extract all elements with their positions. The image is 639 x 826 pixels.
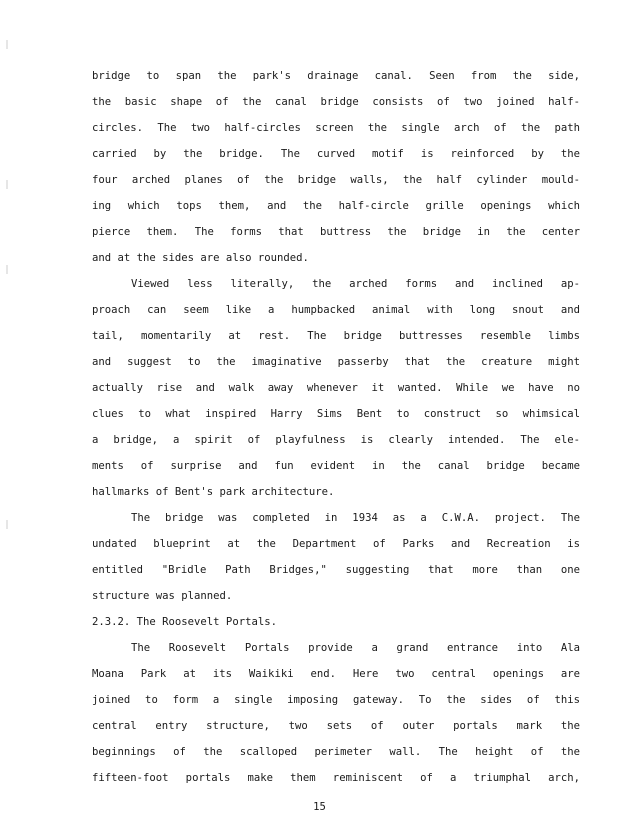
text-line: The bridge was completed in 1934 as a C.W.A. project. The xyxy=(131,512,580,524)
text-line: central entry structure, two sets of outer portals mark the xyxy=(92,720,580,732)
page-number: 15 xyxy=(313,801,326,813)
text-line: structure was planned. xyxy=(92,590,233,602)
text-line: proach can seem like a humpbacked animal with long snout and xyxy=(92,304,580,316)
text-line: and suggest to the imaginative passerby that the creature might xyxy=(92,356,580,368)
text-line: beginnings of the scalloped perimeter wall. The height of the xyxy=(92,746,580,758)
text-line: The Roosevelt Portals provide a grand entrance into Ala xyxy=(131,642,580,654)
text-line: undated blueprint at the Department of Parks and Recreation is xyxy=(92,538,580,550)
text-line: ing which tops them, and the half-circle grille openings which xyxy=(92,200,580,212)
text-line: the basic shape of the canal bridge consists of two joined half- xyxy=(92,96,580,108)
text-line: joined to form a single imposing gateway. To the sides of this xyxy=(92,694,580,706)
text-line: and at the sides are also rounded. xyxy=(92,252,309,264)
scan-edge-mark xyxy=(6,520,8,529)
text-line: tail, momentarily at rest. The bridge buttresses resemble limbs xyxy=(92,330,580,342)
text-line: entitled "Bridle Path Bridges," suggesting that more than one xyxy=(92,564,580,576)
text-line: Viewed less literally, the arched forms and inclined ap- xyxy=(131,278,580,290)
text-line: a bridge, a spirit of playfulness is clearly intended. The ele- xyxy=(92,434,580,446)
scan-edge-mark xyxy=(6,180,8,189)
text-line: four arched planes of the bridge walls, the half cylinder mould- xyxy=(92,174,580,186)
text-line: carried by the bridge. The curved motif is reinforced by the xyxy=(92,148,580,160)
section-heading: 2.3.2. The Roosevelt Portals. xyxy=(92,616,277,628)
text-line: fifteen-foot portals make them reminiscent of a triumphal arch, xyxy=(92,772,580,784)
text-line: bridge to span the park's drainage canal. Seen from the side, xyxy=(92,70,580,82)
text-line: actually rise and walk away whenever it wanted. While we have no xyxy=(92,382,580,394)
text-line: clues to what inspired Harry Sims Bent to construct so whimsical xyxy=(92,408,580,420)
text-line: circles. The two half-circles screen the single arch of the path xyxy=(92,122,580,134)
text-line: pierce them. The forms that buttress the bridge in the center xyxy=(92,226,580,238)
text-line: ments of surprise and fun evident in the canal bridge became xyxy=(92,460,580,472)
scan-edge-mark xyxy=(6,40,8,49)
text-line: Moana Park at its Waikiki end. Here two central openings are xyxy=(92,668,580,680)
scan-edge-mark xyxy=(6,265,8,274)
text-line: hallmarks of Bent's park architecture. xyxy=(92,486,335,498)
